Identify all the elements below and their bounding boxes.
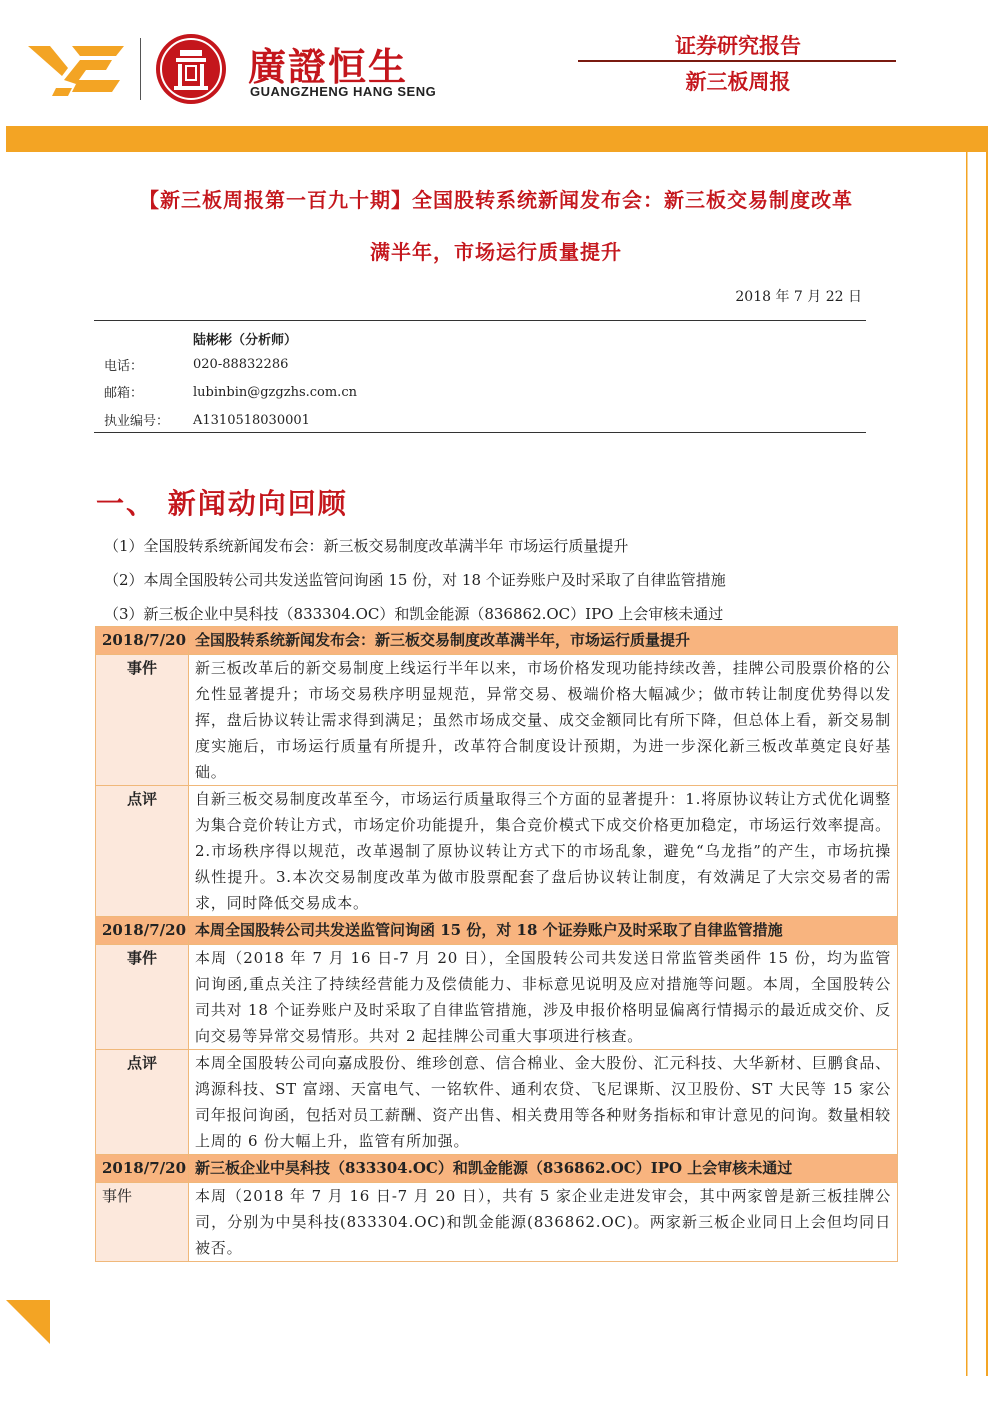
- table-row: [96, 945, 898, 1050]
- header-divider: [578, 60, 896, 62]
- license-value: A1310518030001: [193, 413, 310, 428]
- report-type: 证券研究报告: [675, 34, 801, 58]
- list-item: （2）本周全国股转公司共发送监管问询函 15 份，对 18 个证券账户及时采取了自律监管措施: [104, 571, 726, 589]
- brand-name-cn: 廣證恒生: [248, 45, 409, 89]
- phone-value: 020-88832286: [193, 357, 289, 372]
- logo-separator: [140, 38, 141, 100]
- brand-name-en: GUANGZHENG HANG SENG: [250, 84, 437, 99]
- news-header-row: [96, 627, 898, 655]
- table-row: [96, 1183, 898, 1262]
- comment-label: 点评: [96, 786, 189, 917]
- event-text: 新三板改革后的新交易制度上线运行半年以来，市场价格发现功能持续改善，挂牌公司股票价格的公允性显著提升；市场交易秩序明显规范，异常交易、极端价格大幅减少；做市转让制度优势得以发挥，盘后协议转让需求得到满足；虽然市场成交量、成交金额同比有所下降，但总体上看，新交易制度实施后，市场运行质量有所提升，改革符合制度设计预期，为进一步深化新三板改革奠定良好基础。: [189, 655, 898, 786]
- email-label: 邮箱：: [104, 386, 144, 401]
- list-item: （3）新三板企业中昊科技（833304.OC）和凯金能源（836862.OC）IPO 上会审核未通过: [104, 605, 724, 623]
- table-row: [96, 1050, 898, 1155]
- comment-text: 本周全国股转公司向嘉成股份、维珍创意、信合棉业、金大股份、汇元科技、大华新材、巨鹏食品、鸿源科技、ST 富翊、天富电气、一铭软件、通利农贷、飞尼课斯、汉卫股份、ST 大民等 15 家公司年报问询函，包括对员工薪酬、资产出售、相关费用等各种财务指标和审计意见的问询。数量相较上周的 6 份大幅上升，监管有所加强。: [189, 1050, 898, 1155]
- comment-text: 自新三板交易制度改革至今，市场运行质量取得三个方面的显著提升：1.将原协议转让方式优化调整为集合竞价转让方式，市场定价功能提升，集合竞价模式下成交价格更加稳定，市场运行效率提高。2.市场秩序得以规范，改革遏制了原协议转让方式下的市场乱象，避免“乌龙指”的产生，市场抗操纵性提升。3.本次交易制度改革为做市股票配套了盘后协议转让制度，有效满足了大宗交易者的需求，同时降低交易成本。: [189, 786, 898, 917]
- report-series: 新三板周报: [685, 70, 791, 94]
- news-date: 2018/7/20: [96, 917, 189, 945]
- table-row: [96, 786, 898, 917]
- report-title-line2: 满半年，市场运行质量提升: [370, 240, 622, 264]
- event-label: 事件: [96, 945, 189, 1050]
- news-date: 2018/7/20: [96, 627, 189, 655]
- event-label: 事件: [96, 1183, 189, 1262]
- license-label: 执业编号：: [104, 414, 170, 429]
- event-label: 事件: [96, 655, 189, 786]
- event-text: 本周（2018 年 7 月 16 日-7 月 20 日），共有 5 家企业走进发审会，其中两家曾是新三板挂牌公司，分别为中昊科技(833304.OC)和凯金能源(836862.OC)。两家新三板企业同日上会但均同日被否。: [189, 1183, 898, 1262]
- table-row: [96, 655, 898, 786]
- info-top-rule: [94, 320, 866, 321]
- news-headline: 新三板企业中昊科技（833304.OC）和凯金能源（836862.OC）IPO 上会审核未通过: [189, 1155, 898, 1183]
- news-header-row: [96, 1155, 898, 1183]
- news-date: 2018/7/20: [96, 1155, 189, 1183]
- news-headline: 本周全国股转公司共发送监管问询函 15 份，对 18 个证券账户及时采取了自律监管措施: [189, 917, 898, 945]
- seal-icon: [156, 34, 226, 104]
- report-date: 2018 年 7 月 22 日: [735, 289, 862, 305]
- list-item: （1）全国股转系统新闻发布会：新三板交易制度改革满半年 市场运行质量提升: [104, 537, 629, 555]
- header-band: [6, 126, 988, 152]
- report-title-line1: 【新三板周报第一百九十期】全国股转系统新闻发布会：新三板交易制度改革: [139, 188, 853, 212]
- comment-label: 点评: [96, 1050, 189, 1155]
- news-headline: 全国股转系统新闻发布会：新三板交易制度改革满半年，市场运行质量提升: [189, 627, 898, 655]
- section-title: 一、 新闻动向回顾: [96, 487, 348, 520]
- email-value: lubinbin@gzgzhs.com.cn: [193, 385, 357, 400]
- phone-label: 电话：: [104, 359, 144, 374]
- analyst-name: 陆彬彬（分析师）: [193, 333, 298, 348]
- footer-corner: [6, 1300, 50, 1344]
- info-bottom-rule: [94, 432, 866, 433]
- ye-logo-icon: [28, 40, 126, 96]
- event-text: 本周（2018 年 7 月 16 日-7 月 20 日），全国股转公司共发送日常监管类函件 15 份，均为监管问询函,重点关注了持续经营能力及偿债能力、非标意见说明及应对措施等问题。本周，全国股转公司共对 18 个证券账户及时采取了自律监管措施，涉及申报价格明显偏离行情揭示的最近成交价、反向交易等异常交易情形。共对 2 起挂牌公司重大事项进行核查。: [189, 945, 898, 1050]
- news-table: [95, 626, 898, 1262]
- right-edge-strip: [966, 126, 988, 1376]
- news-header-row: [96, 917, 898, 945]
